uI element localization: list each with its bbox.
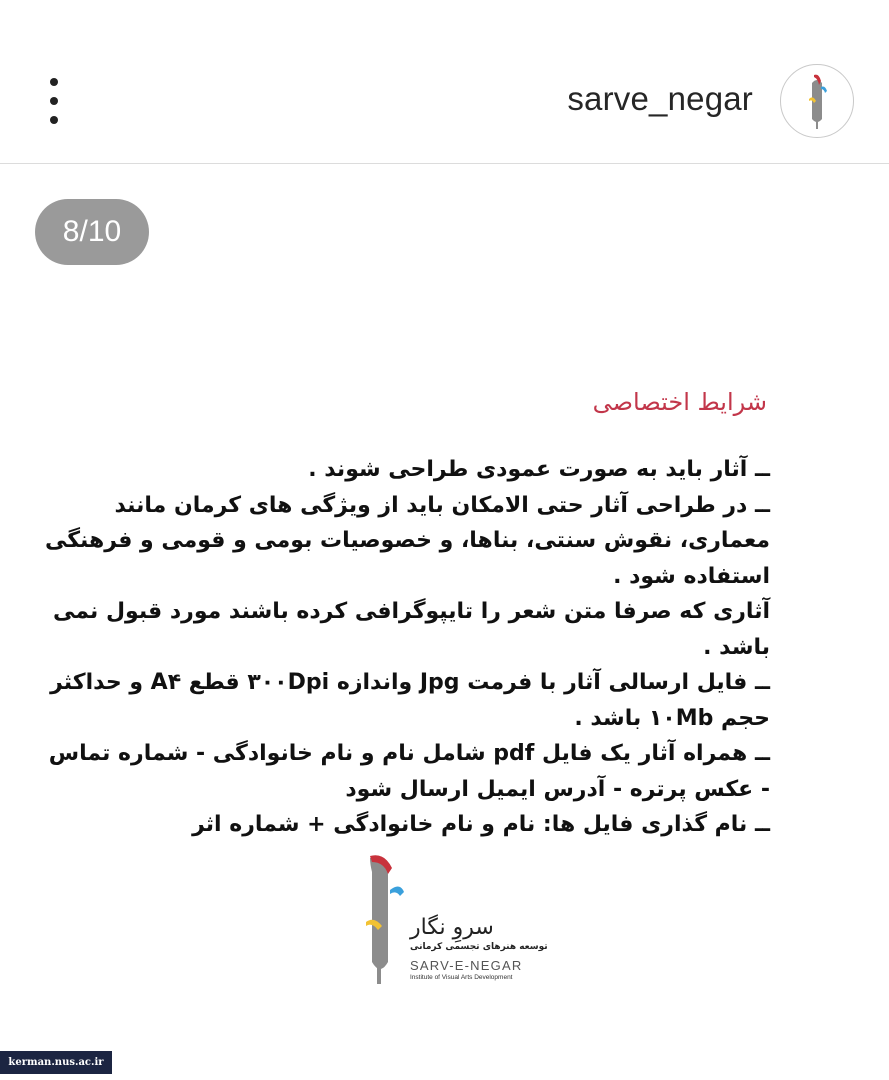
text-line: آثاری که صرفا متن شعر را تایپوگرافی کرده باشند مورد قبول نمی: [53, 599, 770, 624]
text-line: - عکس پرتره - آدرس ایمیل ارسال شود: [345, 776, 770, 802]
text-line: باشد .: [703, 634, 770, 660]
sarv-e-negar-logo-icon: [781, 65, 853, 137]
profile-username[interactable]: sarve_negar: [567, 80, 753, 117]
logo-name-fa: سروِ نگار: [410, 915, 494, 940]
text-line: حجم ۱۰Mb باشد .: [574, 705, 770, 731]
logo-name-en: SARV-E-NEGAR: [410, 958, 523, 973]
text-line: استفاده شود .: [613, 563, 770, 589]
text-line: ــ نام گذاری فایل ها: نام و نام خانوادگی + شماره اثر: [192, 812, 770, 837]
logo-tagline-en: Institute of Visual Arts Development: [410, 974, 513, 981]
more-vertical-icon-dot-2: [50, 97, 58, 105]
post-section-title: شرایط اختصاصی: [592, 388, 767, 416]
site-watermark: kerman.nus.ac.ir: [0, 1051, 112, 1074]
text-line: ــ در طراحی آثار حتی الامکان باید از ویژگی های کرمان مانند: [114, 492, 770, 518]
text-line: معماری، نقوش سنتی، بناها، و خصوصیات بومی و قومی و فرهنگی: [44, 528, 770, 553]
more-vertical-icon-dot-3: [50, 116, 58, 124]
profile-avatar[interactable]: [780, 64, 854, 138]
logo-subtitle-fa: توسعه هنرهای تجسمی کرمانی: [410, 942, 548, 952]
post-header: [0, 0, 889, 164]
text-line: ــ همراه آثار یک فایل pdf شامل نام و نام خانوادگی - شماره تماس: [48, 741, 770, 766]
post-body-text: [44, 452, 770, 843]
more-options-button[interactable]: [40, 78, 68, 124]
text-line: ــ آثار باید به صورت عمودی طراحی شوند .: [308, 457, 770, 482]
more-vertical-icon: [50, 78, 58, 86]
text-line: ــ فایل ارسالی آثار با فرمت Jpg واندازه ۳۰۰Dpi قطع A۴ و حداکثر: [50, 670, 770, 695]
carousel-counter: 8/10: [35, 199, 149, 265]
